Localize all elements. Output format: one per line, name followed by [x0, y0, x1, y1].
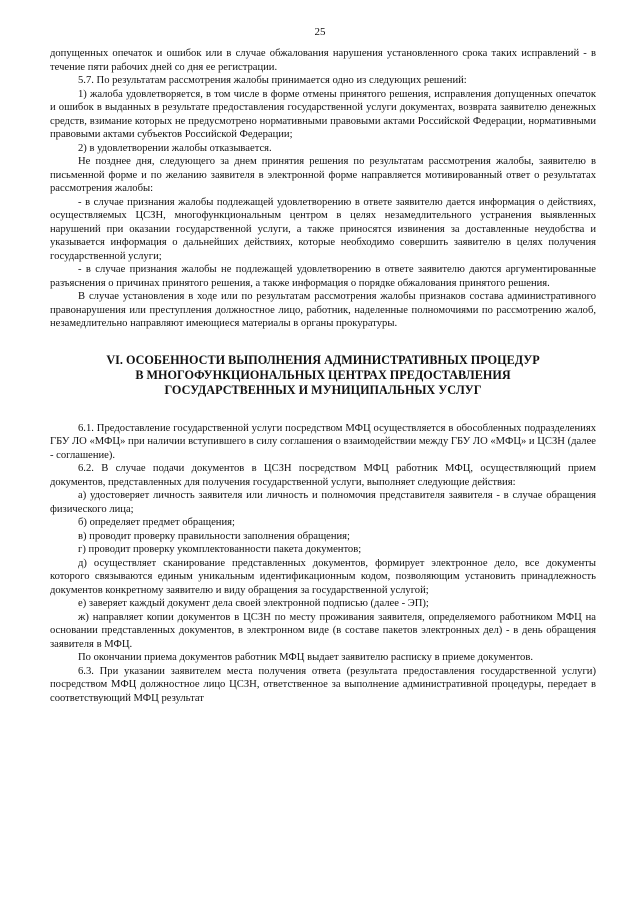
paragraph: В случае установления в ходе или по результатам рассмотрения жалобы признаков состава административного правонарушения или преступления должностное лицо, работник, наделенные полномочиями по рассмотрению жалоб, незамедлительно направляют имеющиеся материалы в органы прокуратуры. — [50, 291, 596, 329]
paragraph: 2) в удовлетворении жалобы отказывается. — [78, 142, 272, 154]
paragraph: 6.2. В случае подачи документов в ЦСЗН посредством МФЦ работник МФЦ, осуществляющий прием документов, представленных для получения государственной услуги, выполняет следующие действия: — [50, 463, 596, 488]
paragraph: - в случае признания жалобы подлежащей удовлетворению в ответе заявителю дается информация о действиях, осуществляемых ЦСЗН, многофункциональным центром в целях незамедлительного устранения выявленных нарушений при оказании государственной услуги, а также приносятся извинения за доставленные неудобства и указывается информация о дальнейших действиях, которые необходимо совершить заявителю в целях получения государственной услуги; — [50, 196, 596, 262]
list-item: б) определяет предмет обращения; — [78, 517, 235, 528]
section-heading-line: В МНОГОФУНКЦИОНАЛЬНЫХ ЦЕНТРАХ ПРЕДОСТАВЛЕНИЯ — [135, 367, 511, 382]
section-heading-line: ГОСУДАРСТВЕННЫХ И МУНИЦИПАЛЬНЫХ УСЛУГ — [164, 382, 482, 397]
paragraph: 1) жалоба удовлетворяется, в том числе в форме отмены принятого решения, исправления допущенных опечаток и ошибок в выданных в результате предоставления государственной услуги документах, возврата заявителю денежных средств, взимание которых не предусмотрено нормативными правовыми актами Российской Федерации, нормативными правовыми актами субъектов Российской Федерации; — [50, 88, 596, 140]
section-heading — [50, 353, 596, 398]
paragraph: 6.1. Предоставление государственной услуги посредством МФЦ осуществляется в обособленных подразделениях ГБУ ЛО «МФЦ» при наличии вступившего в силу соглашения о взаимодействии между ГБУ ЛО «МФЦ» и ЦСЗН (далее - соглашение). — [50, 422, 596, 461]
paragraph: 5.7. По результатам рассмотрения жалобы принимается одно из следующих решений: — [78, 75, 467, 86]
list-item: е) заверяет каждый документ дела своей электронной подписью (далее - ЭП); — [78, 598, 429, 609]
paragraph: 6.3. При указании заявителем места получения ответа (результата предоставления государственной услуги) посредством МФЦ должностное лицо ЦСЗН, ответственное за выполнение административной процедуры, передает в соответствующий МФЦ результат — [50, 665, 596, 704]
list-item: а) удостоверяет личность заявителя или личность и полномочия представителя заявителя - в случае обращения физического лица; — [50, 490, 596, 515]
paragraph: - в случае признания жалобы не подлежащей удовлетворению в ответе заявителю даются аргументированные разъяснения о причинах принятого решения, а также информация о порядке обжалования принятого решения. — [50, 264, 596, 289]
paragraph: По окончании приема документов работник МФЦ выдает заявителю расписку в приеме документов. — [78, 652, 533, 663]
document-body — [50, 47, 596, 705]
list-item: д) осуществляет сканирование представленных документов, формирует электронное дело, все документы которого связываются единым уникальным идентификационным кодом, позволяющим установить принадлежность документов конкретному заявителю и виду обращения за государственной услугой; — [50, 557, 596, 596]
section-heading-line: VI. ОСОБЕННОСТИ ВЫПОЛНЕНИЯ АДМИНИСТРАТИВНЫХ ПРОЦЕДУР — [106, 352, 540, 367]
page-number: 25 — [314, 26, 326, 38]
list-item: в) проводит проверку правильности заполнения обращения; — [78, 530, 350, 542]
list-item: г) проводит проверку укомплектованности пакета документов; — [78, 544, 362, 555]
paragraph: Не позднее дня, следующего за днем принятия решения по результатам рассмотрения жалобы, заявителю в письменной форме и по желанию заявителя в электронной форме направляется мотивированный ответ о результатах рассмотрения жалобы: — [50, 156, 596, 194]
list-item: ж) направляет копии документов в ЦСЗН по месту проживания заявителя, определяемого работником МФЦ на основании представленных документов, в электронном виде (в составе пакетов электронных дел) - в день обращения заявителя в МФЦ. — [50, 611, 596, 650]
paragraph: допущенных опечаток и ошибок или в случае обжалования нарушения установленного срока таких исправлений - в течение пяти рабочих дней со дня ее регистрации. — [50, 48, 596, 73]
